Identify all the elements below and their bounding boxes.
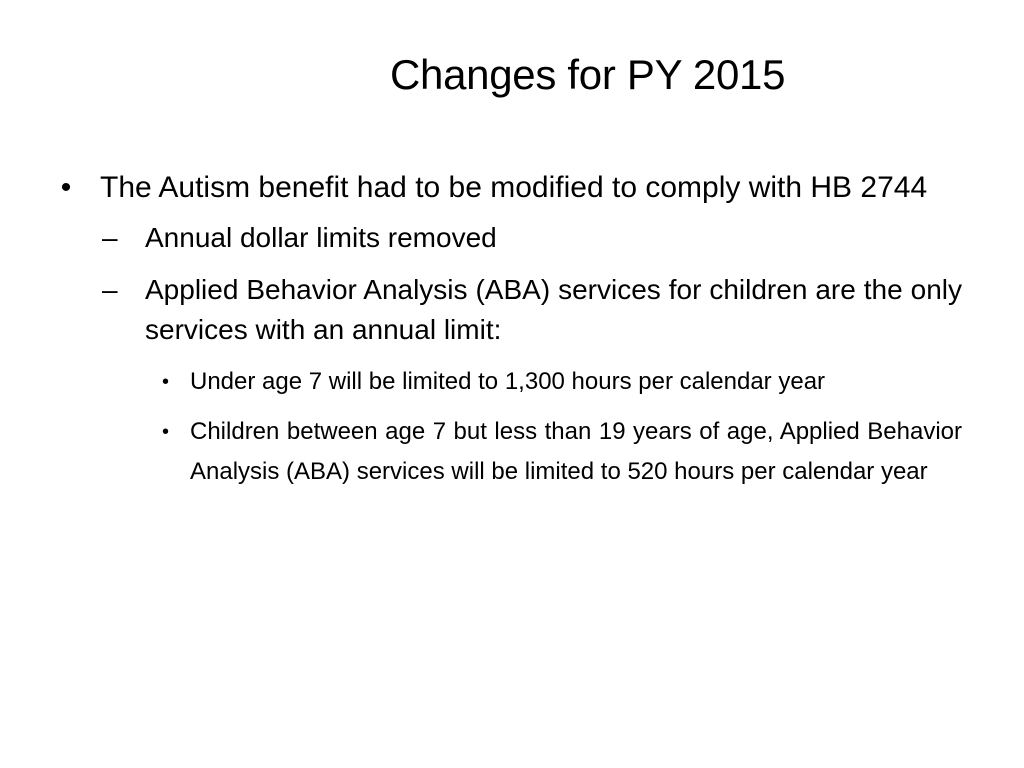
bullet-dash-icon: –: [102, 274, 118, 305]
slide-body: [56, 168, 962, 502]
bullet-text: Applied Behavior Analysis (ABA) services for children are the only services with an annual limit:: [145, 274, 962, 345]
slide-title: Changes for PY 2015: [390, 51, 786, 98]
bullet-level3: [156, 362, 962, 402]
bullet-level2: [102, 218, 962, 258]
bullet-text: Under age 7 will be limited to 1,300 hours per calendar year: [190, 368, 826, 395]
bullet-level3: [156, 412, 962, 492]
bullet-level1: [56, 168, 962, 208]
bullet-dot-icon: •: [162, 371, 170, 393]
bullet-dash-icon: –: [102, 222, 118, 253]
bullet-text: Annual dollar limits removed: [145, 222, 497, 253]
bullet-text: The Autism benefit had to be modified to comply with HB 2744: [100, 171, 928, 204]
bullet-level2: [102, 270, 962, 350]
bullet-dot-icon: •: [162, 421, 170, 443]
bullet-text: Children between age 7 but less than 19 years of age, Applied Behavior Analysis (ABA) services will be limited to 520 hours per calendar year: [190, 418, 962, 485]
bullet-dot-icon: •: [60, 171, 72, 204]
